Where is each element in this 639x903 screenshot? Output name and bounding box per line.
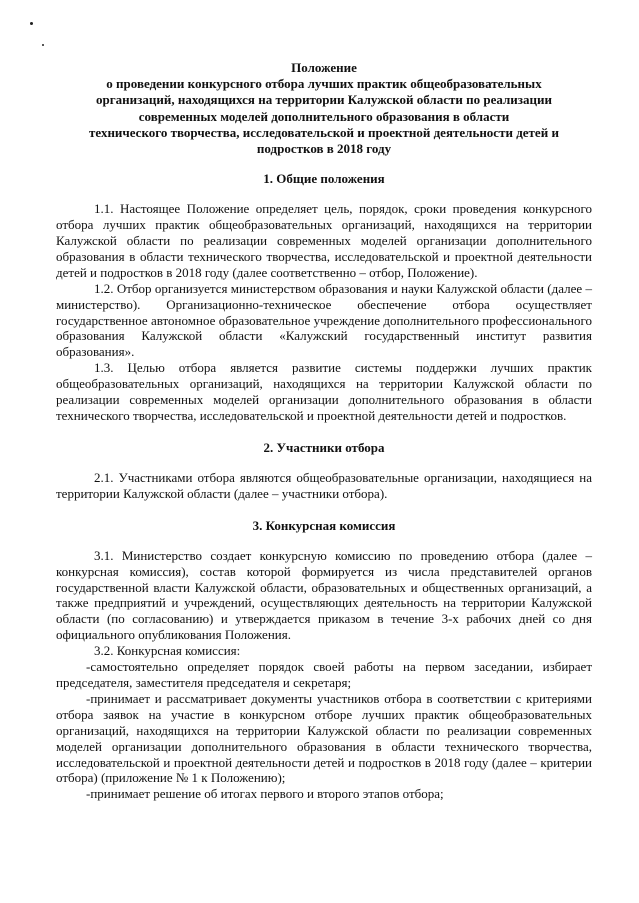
title-line: технического творчества, исследовательской и проектной деятельности детей и: [89, 124, 559, 140]
document-body: [56, 60, 592, 802]
paragraph: 2.1. Участниками отбора являются общеобразовательные организации, находящиеся на территории Калужской области (далее – участники отбора).: [56, 469, 592, 501]
title-line: о проведении конкурсного отбора лучших практик общеобразовательных: [106, 76, 542, 92]
section-heading: 1. Общие положения: [263, 171, 385, 187]
list-item: -принимает решение об итогах первого и второго этапов отбора;: [86, 786, 444, 802]
paragraph: 3.2. Конкурсная комиссия:: [94, 643, 241, 659]
list-item: -принимает и рассматривает документы участников отбора в соответствии с критериями отбора заявок на участие в конкурсном отборе лучших практик общеобразовательных организаций, находящихся на территории Калужской области по реализации современных моделей организации дополнительного образования в области технического творчества, исследовательской и проектной деятельности детей и подростков в 2018 году (далее – критерии отбора) (приложение № 1 к Положению);: [56, 690, 592, 786]
list-item: -самостоятельно определяет порядок своей работы на первом заседании, избирает председателя, заместителя председателя и секретаря;: [56, 659, 592, 690]
document-title: [56, 60, 592, 157]
scan-speck: [42, 44, 44, 46]
title-line: организаций, находящихся на территории Калужской области по реализации: [96, 92, 552, 108]
paragraph: 1.2. Отбор организуется министерством образования и науки Калужской области (далее – министерство). Организационно-техническое обеспечение отбора осуществляет государственное автономное образовательное учреждение дополнительного профессионального образования Калужской области «Калужский государственный институт развития образования».: [56, 280, 592, 360]
title-line: Положение: [291, 60, 357, 75]
scan-speck: [30, 22, 33, 25]
section-heading: 2. Участники отбора: [263, 439, 385, 455]
paragraph: 3.1. Министерство создает конкурсную комиссию по проведению отбора (далее – конкурсная комиссия), состав которой формируется из числа представителей органов государственной власти Калужской области, образовательных и общественных организаций, а также предприятий и учреждений, осуществляющих деятельность на территории Калужской области (по согласованию) и утверждается приказом в течение 3-х рабочих дней со дня официального опубликования Положения.: [56, 547, 592, 643]
title-line: подростков в 2018 году: [256, 141, 392, 157]
title-line: современных моделей дополнительного образования в области: [138, 108, 510, 124]
section-heading: 3. Конкурсная комиссия: [252, 517, 396, 533]
paragraph: 1.3. Целью отбора является развитие системы поддержки лучших практик общеобразовательных организаций, находящихся на территории Калужской области по реализации современных моделей организации дополнительного образования в области технического творчества, исследовательской и проектной деятельности детей и подростков.: [56, 360, 592, 423]
paragraph: 1.1. Настоящее Положение определяет цель, порядок, сроки проведения конкурсного отбора лучших практик общеобразовательных организаций, находящихся на территории Калужской области по реализации современных моделей организации дополнительного образования в области технического творчества, исследовательской и проектной деятельности детей и подростков в 2018 году (далее соответственно – отбор, Положение).: [56, 201, 592, 280]
